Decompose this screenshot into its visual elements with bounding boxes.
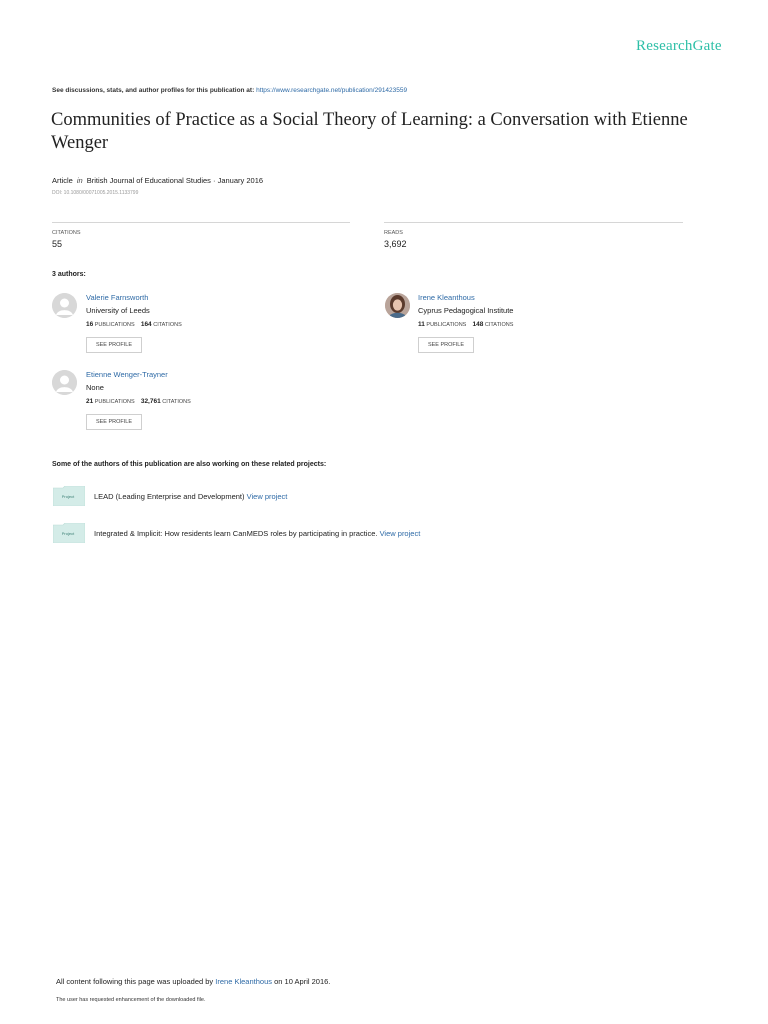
avatar-placeholder-icon[interactable]: [52, 293, 77, 318]
author-affiliation: Cyprus Pedagogical Institute: [418, 306, 514, 315]
uploader-link[interactable]: Irene Kleanthous: [215, 977, 272, 986]
avatar-photo-icon[interactable]: [385, 293, 410, 318]
see-profile-button[interactable]: SEE PROFILE: [418, 337, 474, 353]
see-profile-button[interactable]: SEE PROFILE: [86, 337, 142, 353]
project-title: LEAD (Leading Enterprise and Development): [94, 492, 245, 501]
journal-name: British Journal of Educational Studies · January 2016: [86, 176, 264, 185]
citations-label: CITATIONS: [484, 322, 514, 328]
project-item: [94, 492, 287, 501]
author-name-link[interactable]: Irene Kleanthous: [418, 293, 475, 302]
enhancement-note: The user has requested enhancement of the downloaded file.: [56, 997, 206, 1003]
view-project-link[interactable]: View project: [246, 492, 288, 501]
see-profile-button[interactable]: SEE PROFILE: [86, 414, 142, 430]
reads-value: 3,692: [384, 239, 407, 249]
author-name-link[interactable]: Valerie Farnsworth: [86, 293, 149, 302]
citations-label: CITATIONS: [52, 230, 81, 236]
upload-suffix: on 10 April 2016.: [274, 977, 331, 986]
publications-count: 11: [418, 321, 425, 328]
page-title: Communities of Practice as a Social Theory of Learning: a Conversation with Etienne Wenger: [51, 110, 688, 153]
upload-note: [56, 977, 330, 986]
publication-url-link[interactable]: https://www.researchgate.net/publication/291423559: [256, 87, 408, 94]
author-stats: [86, 398, 191, 405]
project-title: Integrated & Implicit: How residents learn CanMEDS roles by participating in practice.: [94, 529, 378, 538]
author-name-link[interactable]: Etienne Wenger-Trayner: [86, 370, 168, 379]
citations-count: 148: [472, 321, 484, 328]
citations-count: 164: [140, 321, 152, 328]
publication-meta: [52, 176, 263, 185]
authors-heading: 3 authors:: [52, 271, 86, 278]
author-stats: [418, 321, 513, 328]
publications-label: PUBLICATIONS: [94, 322, 135, 328]
publications-label: PUBLICATIONS: [426, 322, 467, 328]
citations-count: 32,761: [140, 398, 161, 405]
project-icon-label: Project: [61, 531, 75, 536]
project-icon[interactable]: [53, 486, 85, 511]
researchgate-logo[interactable]: ResearchGate: [636, 38, 722, 54]
view-project-link[interactable]: View project: [379, 529, 421, 538]
citations-value: 55: [52, 239, 63, 249]
reads-label: READS: [384, 230, 403, 236]
project-icon[interactable]: [53, 523, 85, 548]
publications-label: PUBLICATIONS: [94, 399, 135, 405]
citations-label: CITATIONS: [153, 322, 182, 328]
discussion-line: [52, 87, 407, 94]
reads-divider: [384, 222, 683, 223]
discussion-label: See discussions, stats, and author profiles for this publication at:: [52, 87, 255, 94]
avatar-placeholder-icon[interactable]: [52, 370, 77, 395]
doi: DOI: 10.1080/00071005.2015.1133799: [52, 190, 139, 196]
citations-label: CITATIONS: [162, 399, 191, 405]
projects-heading: Some of the authors of this publication are also working on these related projects:: [52, 461, 327, 468]
author-stats: [86, 321, 182, 328]
citations-divider: [52, 222, 350, 223]
publication-in: in: [76, 176, 83, 185]
upload-prefix: All content following this page was uploaded by: [56, 977, 214, 986]
project-item: [94, 529, 420, 538]
author-affiliation: None: [86, 383, 104, 392]
publications-count: 16: [86, 321, 94, 328]
project-icon-label: Project: [61, 494, 75, 499]
publication-type: Article: [52, 176, 73, 185]
publications-count: 21: [86, 398, 94, 405]
author-affiliation: University of Leeds: [86, 306, 150, 315]
